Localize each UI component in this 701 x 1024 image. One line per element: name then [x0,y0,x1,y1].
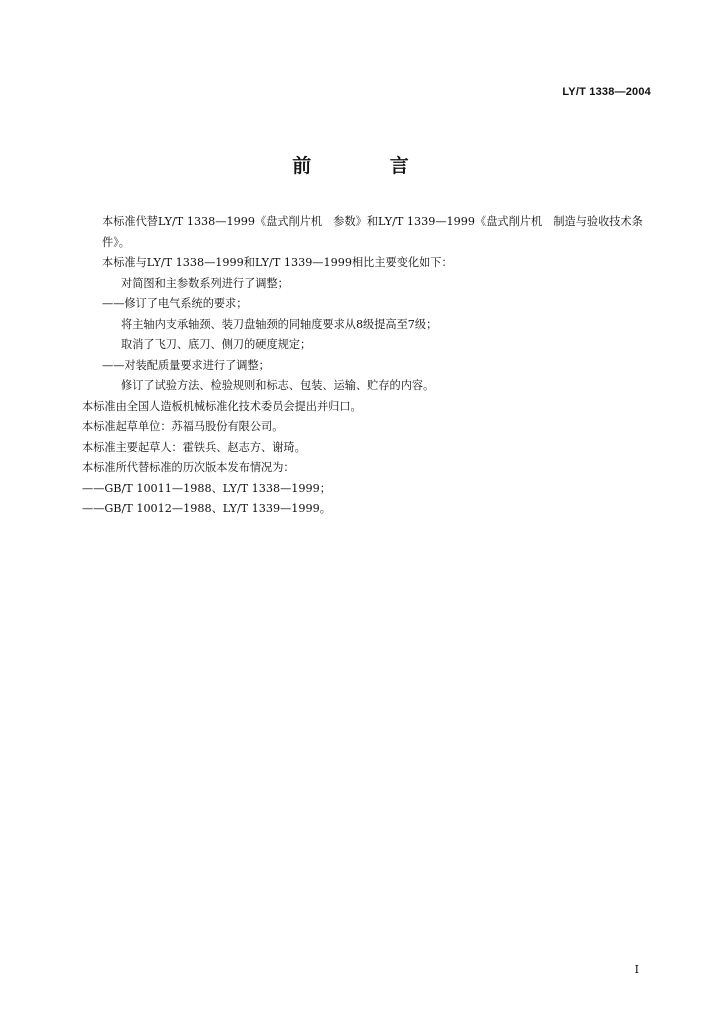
change-item-coaxiality: 将主轴内支承轴颈、装刀盘轴颈的同轴度要求从8级提高至7级； [121,317,438,331]
change-item-diagram: 对简图和主参数系列进行了调整； [121,276,289,290]
history-item-10011: ——GB/T 10011—1988、LY/T 1338—1999； [82,481,331,495]
change-item-test-methods: 修订了试验方法、检验规则和标志、包装、运输、贮存的内容。 [121,379,435,392]
paragraph-drafting-unit: 本标准起草单位：苏福马股份有限公司。 [82,420,284,433]
change-item-assembly: ——对装配质量要求进行了调整； [102,358,270,372]
standard-code: LY/T 1338—2004 [562,86,651,98]
page-title: 前 言 [292,155,445,177]
history-item-10012: ——GB/T 10012—1988、LY/T 1339—1999。 [82,502,331,515]
foreword-body [82,212,660,520]
paragraph-drafters: 本标准主要起草人：霍铁兵、赵志方、谢琦。 [82,440,306,454]
change-item-hardness: 取消了飞刀、底刀、侧刀的硬度规定； [121,338,312,351]
page-number: I [634,963,639,976]
change-item-electrical: ——修订了电气系统的要求； [102,297,248,310]
paragraph-proposer: 本标准由全国人造板机械标准化技术委员会提出并归口。 [82,399,362,413]
paragraph-history-intro: 本标准所代替标准的历次版本发布情况为： [82,461,295,474]
paragraph-changes-intro: 本标准与LY/T 1338—1999和LY/T 1339—1999相比主要变化如下： [102,256,453,269]
paragraph-replaces: 本标准代替LY/T 1338—1999《盘式削片机 参数》和LY/T 1339—1999《盘式削片机 制造与验收技术条件》。 [102,215,643,249]
